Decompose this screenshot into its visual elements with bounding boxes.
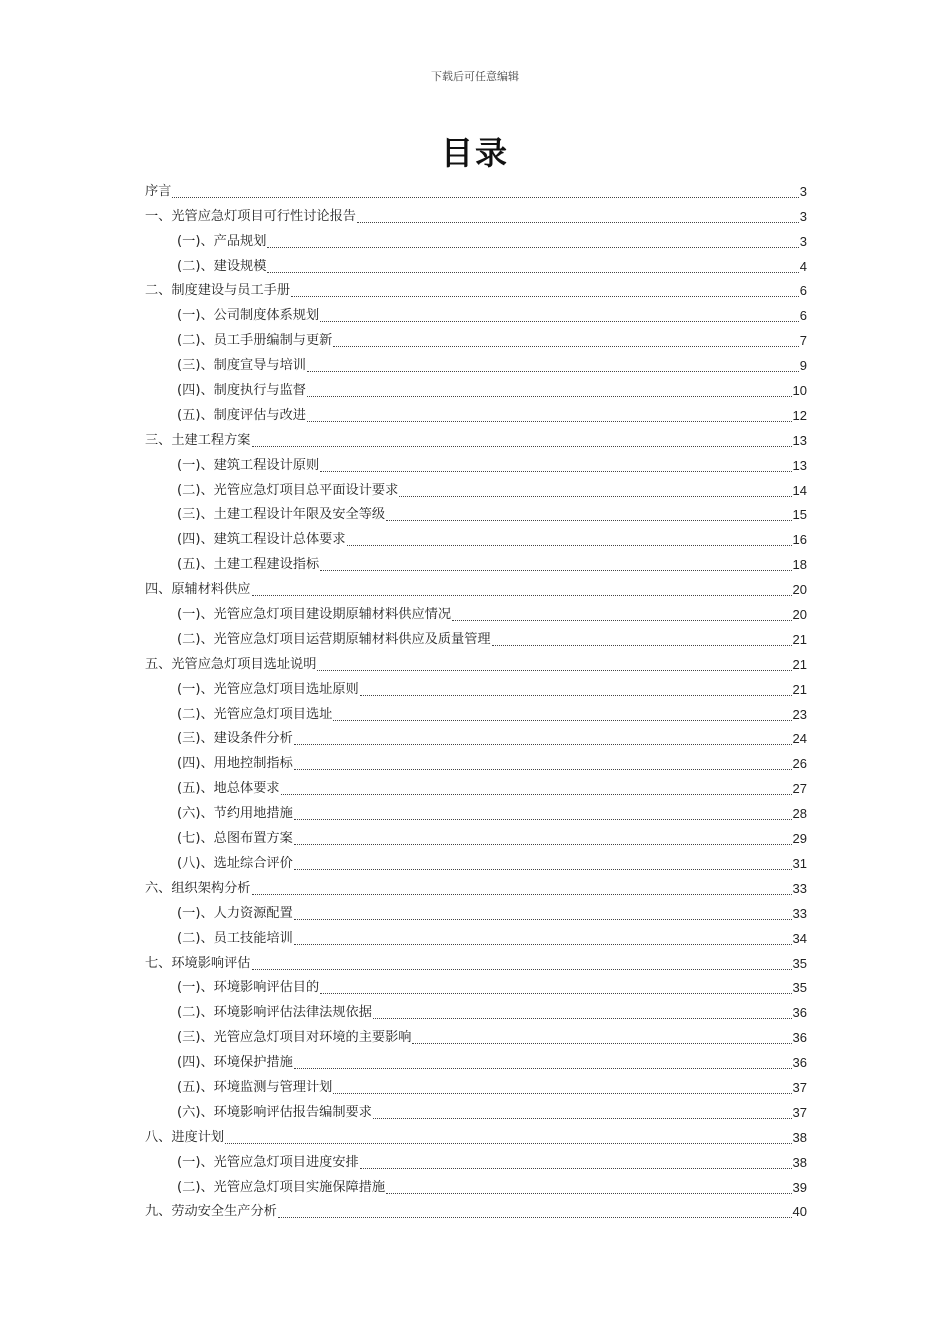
toc-entry-page: 33 (792, 905, 807, 921)
toc-entry-title: 二、制度建设与员工手册 (145, 283, 291, 299)
toc-entry-title: 九、劳动安全生产分析 (145, 1204, 277, 1220)
toc-dot-leader (252, 445, 792, 447)
toc-dot-leader (320, 569, 791, 571)
toc-entry-title: (一)、环境影响评估目的 (177, 980, 320, 996)
toc-entry[interactable] (145, 549, 807, 574)
toc-entry-page: 35 (792, 980, 807, 996)
toc-entry-page: 3 (799, 233, 807, 249)
toc-entry-page: 13 (792, 432, 807, 448)
toc-entry-page: 33 (792, 880, 807, 896)
toc-dot-leader (320, 470, 791, 472)
toc-entry[interactable] (145, 724, 807, 749)
toc-dot-leader (267, 246, 798, 248)
toc-entry-title: (五)、制度评估与改进 (177, 407, 306, 423)
toc-entry[interactable] (145, 450, 807, 475)
toc-entry[interactable] (145, 898, 807, 923)
toc-entry[interactable] (145, 500, 807, 525)
toc-entry-page: 10 (792, 383, 807, 399)
toc-entry[interactable] (145, 599, 807, 624)
toc-entry-page: 23 (792, 706, 807, 722)
toc-entry-title: (四)、环境保护措施 (177, 1055, 293, 1071)
toc-entry[interactable] (145, 375, 807, 400)
toc-entry-title: 七、环境影响评估 (145, 955, 251, 971)
toc-dot-leader (360, 694, 792, 696)
toc-entry-title: (五)、地总体要求 (177, 781, 280, 797)
toc-dot-leader (373, 1117, 792, 1119)
toc-entry[interactable] (145, 400, 807, 425)
toc-entry-title: (一)、建筑工程设计原则 (177, 457, 320, 473)
toc-entry-title: (三)、光管应急灯项目对环境的主要影响 (177, 1030, 412, 1046)
toc-entry-page: 4 (799, 258, 807, 274)
toc-entry[interactable] (145, 350, 807, 375)
toc-entry[interactable] (145, 798, 807, 823)
toc-dot-leader (492, 644, 792, 646)
toc-dot-leader (386, 1192, 791, 1194)
toc-entry-title: (二)、光管应急灯项目选址 (177, 706, 333, 722)
toc-entry[interactable] (145, 1072, 807, 1097)
toc-entry-title: (五)、环境监测与管理计划 (177, 1079, 333, 1095)
toc-entry[interactable] (145, 848, 807, 873)
toc-entry[interactable] (145, 1047, 807, 1072)
toc-dot-leader (307, 420, 792, 422)
toc-entry-page: 36 (792, 1005, 807, 1021)
toc-entry-title: (一)、产品规划 (177, 233, 267, 249)
toc-entry-title: (四)、用地控制指标 (177, 756, 293, 772)
toc-dot-leader (294, 768, 792, 770)
toc-entry-page: 9 (799, 358, 807, 374)
toc-entry-title: 六、组织架构分析 (145, 880, 251, 896)
toc-entry-page: 27 (792, 781, 807, 797)
toc-entry-page: 38 (792, 1129, 807, 1145)
toc-entry-page: 28 (792, 806, 807, 822)
toc-dot-leader (172, 196, 798, 198)
toc-dot-leader (333, 719, 791, 721)
toc-entry[interactable] (145, 325, 807, 350)
toc-entry-title: (二)、建设规模 (177, 258, 267, 274)
toc-entry[interactable] (145, 475, 807, 500)
toc-entry-title: 八、进度计划 (145, 1129, 225, 1145)
toc-dot-leader (252, 968, 792, 970)
toc-entry-title: 一、光管应急灯项目可行性讨论报告 (145, 208, 356, 224)
toc-dot-leader (294, 843, 792, 845)
toc-dot-leader (360, 1167, 792, 1169)
toc-dot-leader (373, 1017, 792, 1019)
toc-entry-page: 29 (792, 831, 807, 847)
toc-entry-title: (三)、制度宣导与培训 (177, 358, 306, 374)
toc-dot-leader (294, 868, 792, 870)
toc-entry-title: 三、土建工程方案 (145, 432, 251, 448)
toc-entry[interactable] (145, 574, 807, 599)
toc-entry-title: 四、原辅材料供应 (145, 582, 251, 598)
toc-entry-title: (一)、光管应急灯项目建设期原辅材料供应情况 (177, 607, 452, 623)
toc-entry-title: (二)、员工技能培训 (177, 930, 293, 946)
toc-entry-title: (七)、总图布置方案 (177, 831, 293, 847)
toc-entry[interactable] (145, 201, 807, 226)
toc-dot-leader (386, 519, 791, 521)
toc-entry-page: 37 (792, 1079, 807, 1095)
toc-dot-leader (225, 1142, 791, 1144)
toc-entry[interactable] (145, 624, 807, 649)
table-of-contents (145, 176, 807, 1221)
toc-dot-leader (267, 271, 798, 273)
toc-dot-leader (278, 1216, 792, 1218)
toc-dot-leader (333, 345, 798, 347)
toc-dot-leader (357, 221, 799, 223)
toc-entry-page: 15 (792, 507, 807, 523)
toc-entry-page: 39 (792, 1179, 807, 1195)
toc-entry-title: (二)、环境影响评估法律法规依据 (177, 1005, 372, 1021)
toc-entry-page: 3 (799, 183, 807, 199)
page-header: 下载后可任意编辑 (431, 70, 519, 83)
toc-entry-page: 37 (792, 1104, 807, 1120)
toc-entry-page: 16 (792, 532, 807, 548)
toc-entry-page: 31 (792, 855, 807, 871)
toc-entry-title: (六)、节约用地措施 (177, 806, 293, 822)
toc-entry[interactable] (145, 948, 807, 973)
toc-entry-title: (二)、光管应急灯项目运营期原辅材料供应及质量管理 (177, 631, 491, 647)
toc-dot-leader (452, 619, 791, 621)
toc-entry[interactable] (145, 1097, 807, 1122)
toc-entry-page: 12 (792, 407, 807, 423)
toc-entry[interactable] (145, 300, 807, 325)
toc-entry[interactable] (145, 923, 807, 948)
toc-dot-leader (320, 992, 791, 994)
toc-entry-title: (四)、制度执行与监督 (177, 383, 306, 399)
toc-entry-title: (二)、员工手册编制与更新 (177, 333, 333, 349)
toc-entry-page: 13 (792, 457, 807, 473)
toc-entry-page: 40 (792, 1204, 807, 1220)
toc-entry-title: (一)、光管应急灯项目选址原则 (177, 681, 359, 697)
toc-entry[interactable] (145, 1022, 807, 1047)
toc-dot-leader (333, 1092, 791, 1094)
toc-entry[interactable] (145, 1172, 807, 1197)
toc-entry[interactable] (145, 425, 807, 450)
toc-dot-leader (291, 295, 799, 297)
toc-dot-leader (252, 893, 792, 895)
toc-entry-title: (三)、土建工程设计年限及安全等级 (177, 507, 386, 523)
toc-entry-page: 24 (792, 731, 807, 747)
toc-dot-leader (320, 320, 799, 322)
toc-entry-title: (一)、公司制度体系规划 (177, 308, 320, 324)
toc-entry-page: 6 (799, 283, 807, 299)
toc-entry-page: 3 (799, 208, 807, 224)
toc-entry-title: (二)、光管应急灯项目总平面设计要求 (177, 482, 399, 498)
toc-entry[interactable] (145, 1197, 807, 1222)
page-title: 目录 (440, 134, 509, 172)
toc-dot-leader (399, 495, 791, 497)
toc-dot-leader (294, 818, 792, 820)
toc-entry[interactable] (145, 1122, 807, 1147)
toc-dot-leader (347, 544, 792, 546)
toc-dot-leader (294, 918, 792, 920)
toc-entry-page: 34 (792, 930, 807, 946)
toc-entry-page: 6 (799, 308, 807, 324)
toc-entry[interactable] (145, 873, 807, 898)
toc-entry-page: 21 (792, 631, 807, 647)
toc-dot-leader (412, 1042, 791, 1044)
toc-entry[interactable] (145, 997, 807, 1022)
toc-dot-leader (294, 743, 792, 745)
toc-entry-page: 20 (792, 607, 807, 623)
toc-dot-leader (281, 793, 792, 795)
toc-entry-page: 38 (792, 1154, 807, 1170)
toc-entry-title: (一)、光管应急灯项目进度安排 (177, 1154, 359, 1170)
toc-entry[interactable] (145, 674, 807, 699)
toc-entry[interactable] (145, 176, 807, 201)
toc-entry-title: (六)、环境影响评估报告编制要求 (177, 1104, 372, 1120)
toc-dot-leader (307, 395, 792, 397)
toc-entry[interactable] (145, 649, 807, 674)
toc-entry[interactable] (145, 748, 807, 773)
toc-entry-title: (一)、人力资源配置 (177, 905, 293, 921)
toc-entry[interactable] (145, 699, 807, 724)
toc-entry-page: 26 (792, 756, 807, 772)
toc-entry[interactable] (145, 823, 807, 848)
toc-dot-leader (317, 669, 791, 671)
toc-entry-title: (五)、土建工程建设指标 (177, 557, 320, 573)
toc-entry[interactable] (145, 251, 807, 276)
toc-entry-page: 35 (792, 955, 807, 971)
toc-dot-leader (307, 370, 799, 372)
toc-entry-page: 18 (792, 557, 807, 573)
toc-entry[interactable] (145, 226, 807, 251)
toc-entry[interactable] (145, 276, 807, 301)
toc-dot-leader (294, 943, 792, 945)
toc-dot-leader (252, 594, 792, 596)
toc-entry-title: (四)、建筑工程设计总体要求 (177, 532, 346, 548)
toc-entry-title: 五、光管应急灯项目选址说明 (145, 656, 317, 672)
toc-entry-page: 21 (792, 656, 807, 672)
toc-entry-title: (二)、光管应急灯项目实施保障措施 (177, 1179, 386, 1195)
toc-entry-page: 14 (792, 482, 807, 498)
toc-entry-page: 36 (792, 1030, 807, 1046)
toc-dot-leader (294, 1067, 792, 1069)
toc-entry[interactable] (145, 773, 807, 798)
toc-entry[interactable] (145, 1147, 807, 1172)
toc-entry-page: 7 (799, 333, 807, 349)
toc-entry[interactable] (145, 524, 807, 549)
toc-entry-title: (八)、选址综合评价 (177, 855, 293, 871)
toc-entry-page: 36 (792, 1055, 807, 1071)
toc-entry-title: (三)、建设条件分析 (177, 731, 293, 747)
toc-entry-title: 序言 (145, 183, 172, 199)
toc-entry-page: 20 (792, 582, 807, 598)
toc-entry-page: 21 (792, 681, 807, 697)
toc-entry[interactable] (145, 973, 807, 998)
